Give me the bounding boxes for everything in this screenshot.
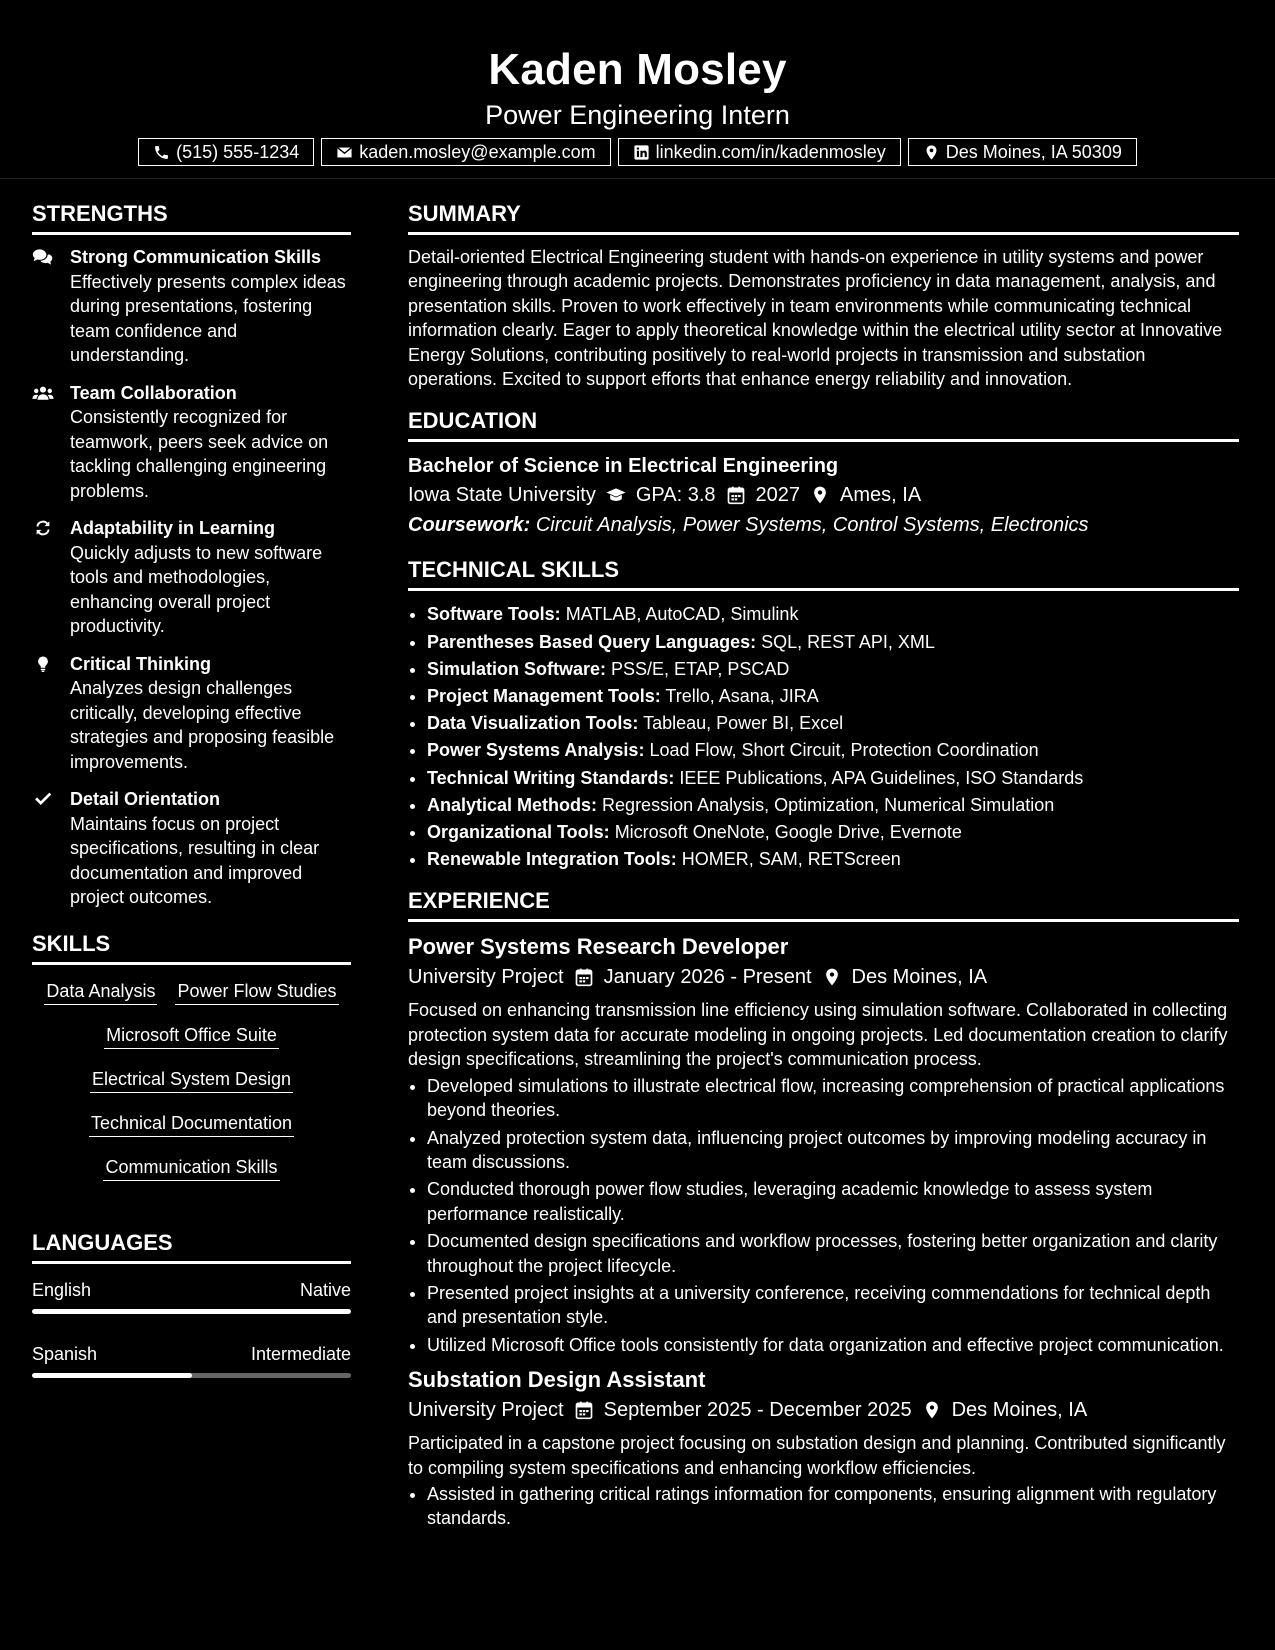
- skills-list: [32, 975, 351, 1181]
- job-dates: September 2025 - December 2025: [603, 1399, 912, 1422]
- tech-skill-value: PSS/E, ETAP, PSCAD: [611, 658, 790, 679]
- coursework-list: Circuit Analysis, Power Systems, Control Systems, Electronics: [535, 514, 1089, 537]
- strength-item: [32, 652, 351, 775]
- job-location: Des Moines, IA: [951, 1399, 1088, 1422]
- map-marker-icon: [810, 485, 830, 505]
- right-column: [408, 200, 1239, 1534]
- calendar-icon: [726, 485, 746, 505]
- contact-email[interactable]: [321, 138, 610, 166]
- strength-desc: Consistently recognized for teamwork, peers seek advice on tackling challenging engineering problems.: [70, 407, 329, 501]
- job-bullet: • Presented project insights at a university conference, receiving commendations for technical depth and presentation style.: [427, 1281, 1239, 1330]
- tech-skill-item: [427, 683, 1239, 710]
- job-org: University Project: [408, 966, 564, 989]
- job-meta: [408, 962, 1239, 992]
- tech-skill-label: Parentheses Based Query Languages:: [427, 631, 757, 652]
- education-heading: EDUCATION: [408, 407, 1239, 442]
- tech-skill-item: [427, 792, 1239, 819]
- tech-skill-item: [427, 629, 1239, 656]
- skill-tag: Technical Documentation: [89, 1111, 294, 1137]
- skill-tag: Power Flow Studies: [175, 979, 338, 1005]
- map-marker-icon: [822, 967, 842, 987]
- map-marker-icon: [922, 1400, 942, 1420]
- language-proficiency-bar: [32, 1309, 351, 1314]
- job-dates: January 2026 - Present: [603, 966, 812, 989]
- left-column: [32, 200, 351, 1406]
- skill-tag: Communication Skills: [103, 1155, 279, 1181]
- tech-skill-value: Microsoft OneNote, Google Drive, Evernote: [614, 822, 962, 843]
- language-item: [32, 1278, 351, 1314]
- tech-skill-item: [427, 656, 1239, 683]
- strength-title: Adaptability in Learning: [70, 518, 276, 538]
- calendar-icon: [574, 1400, 594, 1420]
- job-title: Power Systems Research Developer: [408, 934, 789, 960]
- candidate-name: Kaden Mosley: [488, 45, 787, 94]
- education-school: Iowa State University: [408, 484, 596, 507]
- tech-skill-item: [427, 765, 1239, 792]
- education-gpa: GPA: 3.8: [635, 484, 716, 507]
- summary-heading: SUMMARY: [408, 200, 1239, 235]
- tech-skill-label: Simulation Software:: [427, 658, 607, 679]
- strength-item: [32, 787, 351, 910]
- users-icon: [32, 384, 54, 402]
- tech-skill-value: SQL, REST API, XML: [761, 631, 935, 652]
- contact-phone[interactable]: [138, 138, 314, 166]
- job-bullet: • Assisted in gathering critical ratings information for components, ensuring alignment with regulatory standards.: [427, 1482, 1239, 1531]
- location-text: Des Moines, IA 50309: [945, 141, 1122, 162]
- strength-item: [32, 245, 351, 368]
- languages-heading: LANGUAGES: [32, 1229, 351, 1264]
- contact-bar: [0, 138, 1275, 166]
- map-marker-icon: [923, 144, 940, 161]
- skill-tag: Electrical System Design: [90, 1067, 293, 1093]
- tech-skill-label: Software Tools:: [427, 604, 561, 625]
- tech-skill-label: Organizational Tools:: [427, 822, 610, 843]
- tech-skill-value: MATLAB, AutoCAD, Simulink: [565, 604, 799, 625]
- job-bullet: • Utilized Microsoft Office tools consistently for data organization and effective project communication.: [427, 1333, 1239, 1357]
- sync-icon: [32, 519, 54, 537]
- tech-skill-value: IEEE Publications, APA Guidelines, ISO Standards: [679, 767, 1084, 788]
- strengths-heading: STRENGTHS: [32, 200, 351, 235]
- strength-desc: Quickly adjusts to new software tools and methodologies, enhancing overall project productivity.: [70, 542, 323, 636]
- tech-skill-label: Renewable Integration Tools:: [427, 849, 677, 870]
- job-entry: [408, 1365, 1239, 1531]
- tech-skill-label: Technical Writing Standards:: [427, 767, 675, 788]
- language-level: Native: [299, 1279, 351, 1300]
- job-summary: Focused on enhancing transmission line efficiency using simulation software. Collaborated in collecting protection system data for accurate modeling in ongoing projects. Led documentation creation to clarify design specifications, streamlining the project's communication process.: [408, 1000, 1228, 1070]
- language-proficiency-fill: [32, 1373, 192, 1378]
- education-location: Ames, IA: [840, 484, 922, 507]
- tech-skill-label: Data Visualization Tools:: [427, 713, 639, 734]
- calendar-icon: [574, 967, 594, 987]
- education-year: 2027: [755, 484, 801, 507]
- strength-title: Critical Thinking: [70, 653, 212, 674]
- candidate-title: Power Engineering Intern: [485, 100, 790, 130]
- email-text: kaden.mosley@example.com: [359, 141, 596, 162]
- tech-skill-item: [427, 819, 1239, 846]
- job-bullet: • Documented design specifications and workflow processes, fostering better organization and clarity throughout the project lifecycle.: [427, 1229, 1239, 1278]
- strength-title: Team Collaboration: [70, 382, 237, 403]
- tech-skill-label: Analytical Methods:: [427, 794, 598, 815]
- job-bullet: • Developed simulations to illustrate electrical flow, increasing comprehension of practical applications beyond theories.: [427, 1074, 1239, 1123]
- education-coursework: [408, 510, 1239, 540]
- job-summary: Participated in a capstone project focusing on substation design and planning. Contributed significantly to compiling system specifications and enhancing workflow efficiencies.: [408, 1433, 1226, 1478]
- tech-skill-label: Project Management Tools:: [427, 686, 661, 707]
- summary-text: Detail-oriented Electrical Engineering student with hands-on experience in utility systems and power engineering through academic projects. Demonstrates proficiency in data management, analysis, and presentation skills. Proven to work effectively in team environments while communicating technical information clearly. Eager to apply theoretical knowledge within the electrical utility sector at Innovative Energy Solutions, contributing positively to real-world projects in transmission and substation operations. Excited to support efforts that enhance energy reliability and innovation.: [408, 247, 1223, 390]
- tech-skill-value: Regression Analysis, Optimization, Numerical Simulation: [602, 794, 1055, 815]
- comments-icon: [32, 248, 54, 266]
- tech-skill-item: [427, 601, 1239, 628]
- job-meta: [408, 1395, 1239, 1425]
- education-meta: [408, 480, 1239, 510]
- job-title: Substation Design Assistant: [408, 1367, 706, 1393]
- tech-skill-label: Power Systems Analysis:: [427, 740, 645, 761]
- skills-heading: SKILLS: [32, 930, 351, 965]
- tech-skill-item: [427, 710, 1239, 737]
- strength-title: Detail Orientation: [70, 789, 221, 809]
- contact-location[interactable]: [908, 138, 1137, 166]
- job-bullets: [408, 1074, 1239, 1357]
- language-level: Intermediate: [250, 1343, 351, 1364]
- resume-header: [0, 0, 1275, 166]
- technical-skills-heading: TECHNICAL SKILLS: [408, 556, 1239, 591]
- job-org: University Project: [408, 1399, 564, 1422]
- job-bullets: [408, 1482, 1239, 1531]
- tech-skill-item: [427, 846, 1239, 873]
- language-name: Spanish: [32, 1343, 98, 1364]
- phone-text: (515) 555-1234: [176, 141, 300, 162]
- contact-linkedin[interactable]: [618, 138, 901, 166]
- envelope-icon: [336, 144, 353, 161]
- strength-item: [32, 516, 351, 639]
- strength-desc: Effectively presents complex ideas during presentations, fostering team confidence and understanding.: [70, 271, 346, 365]
- tech-skill-value: HOMER, SAM, RETScreen: [681, 849, 901, 870]
- linkedin-icon: [633, 144, 650, 161]
- coursework-label: Coursework:: [408, 514, 531, 537]
- graduation-cap-icon: [606, 485, 626, 505]
- job-bullet: • Conducted thorough power flow studies, leveraging academic knowledge to assess system performance realistically.: [427, 1177, 1239, 1226]
- language-proficiency-fill: [32, 1309, 351, 1314]
- skill-tag: Data Analysis: [44, 979, 157, 1005]
- check-icon: [32, 790, 54, 808]
- header-divider: [0, 178, 1275, 179]
- strength-item: [32, 381, 351, 504]
- language-proficiency-bar: [32, 1373, 351, 1378]
- language-name: English: [32, 1279, 92, 1300]
- tech-skill-value: Tableau, Power BI, Excel: [643, 713, 844, 734]
- job-location: Des Moines, IA: [851, 966, 988, 989]
- lightbulb-icon: [32, 655, 54, 673]
- phone-icon: [153, 144, 170, 161]
- job-bullet: • Analyzed protection system data, influencing project outcomes by improving modeling accuracy in team discussions.: [427, 1126, 1239, 1175]
- tech-skill-value: Load Flow, Short Circuit, Protection Coordination: [649, 740, 1039, 761]
- strength-title: Strong Communication Skills: [70, 247, 322, 267]
- experience-heading: EXPERIENCE: [408, 887, 1239, 922]
- tech-skill-item: [427, 737, 1239, 764]
- language-item: [32, 1342, 351, 1378]
- strength-desc: Maintains focus on project specifications, resulting in clear documentation and improved project outcomes.: [70, 813, 320, 907]
- skill-tag: Microsoft Office Suite: [104, 1023, 279, 1049]
- tech-skill-value: Trello, Asana, JIRA: [665, 686, 819, 707]
- strength-desc: Analyzes design challenges critically, developing effective strategies and proposing feasible improvements.: [70, 678, 335, 772]
- technical-skills-list: [408, 601, 1239, 873]
- job-entry: [408, 932, 1239, 1357]
- education-degree: Bachelor of Science in Electrical Engineering: [408, 455, 839, 478]
- linkedin-text: linkedin.com/in/kadenmosley: [655, 141, 886, 162]
